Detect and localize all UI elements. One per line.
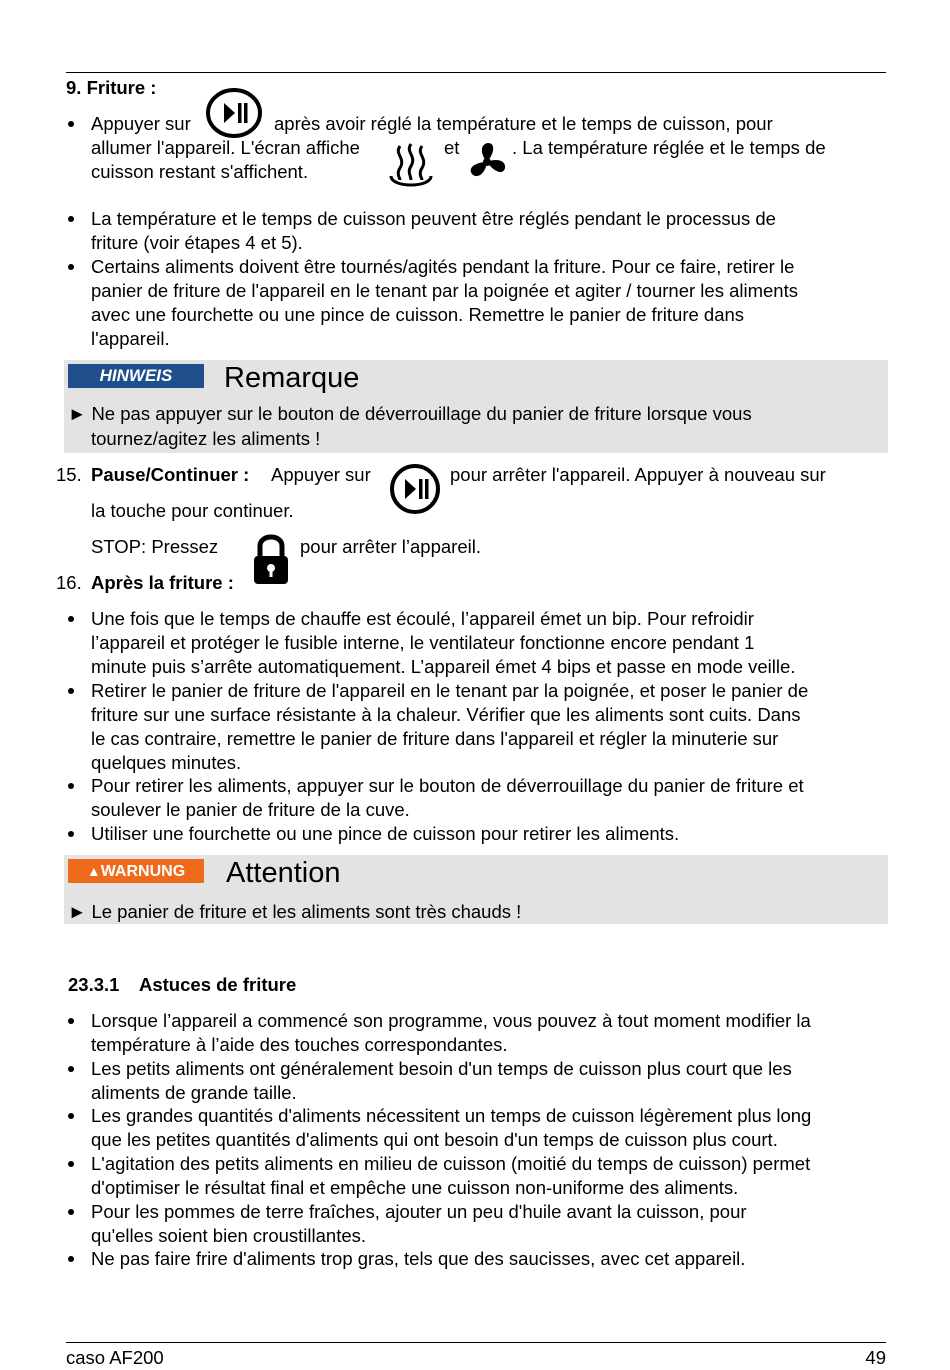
step9-b1-line2b: et bbox=[444, 137, 460, 158]
bullet bbox=[68, 121, 74, 127]
attention-line1: ► Le panier de friture et les aliments sont très chauds ! bbox=[68, 901, 522, 922]
step16-b4-line1: Utiliser une fourchette ou une pince de cuisson pour retirer les aliments. bbox=[91, 823, 680, 844]
footer-page-number: 49 bbox=[865, 1347, 886, 1368]
bullet bbox=[68, 1018, 74, 1024]
step16-b2-line4: quelques minutes. bbox=[91, 752, 242, 773]
step16-b1-line2: l’appareil et protéger le fusible interne, le ventilateur fonctionne encore pendant 1 bbox=[91, 632, 755, 653]
lock-icon bbox=[250, 530, 292, 588]
section-number: 23.3.1 bbox=[68, 974, 120, 995]
step16-label: Après la friture : bbox=[91, 572, 234, 593]
tips-b2-line1: Les petits aliments ont généralement besoin d'un temps de cuisson plus court que les bbox=[91, 1058, 792, 1079]
remarque-title: Remarque bbox=[224, 362, 360, 394]
step9-b2-line2: friture (voir étapes 4 et 5). bbox=[91, 232, 303, 253]
bullet bbox=[68, 1256, 74, 1262]
step16-b2-line1: Retirer le panier de friture de l'appareil en le tenant par la poignée, et poser le panier de bbox=[91, 680, 809, 701]
warnung-tag-label: WARNUNG bbox=[100, 863, 186, 880]
bullet bbox=[68, 616, 74, 622]
play-pause-icon bbox=[388, 462, 442, 516]
step15-label: Pause/Continuer : bbox=[91, 464, 250, 485]
step16-b1-line1: Une fois que le temps de chauffe est écoulé, l’appareil émet un bip. Pour refroidir bbox=[91, 608, 754, 629]
step9-b2-line1: La température et le temps de cuisson peuvent être réglés pendant le processus de bbox=[91, 208, 776, 229]
step16-b3-line2: soulever le panier de friture de la cuve. bbox=[91, 799, 410, 820]
bullet bbox=[68, 1161, 74, 1167]
step9-b1-line3: cuisson restant s'affichent. bbox=[91, 161, 309, 182]
stop-text2: pour arrêter l’appareil. bbox=[300, 536, 481, 557]
step9-b1-line2c: . La température réglée et le temps de bbox=[512, 137, 826, 158]
tips-b4-line1: L'agitation des petits aliments en milieu de cuisson (moitié du temps de cuisson) permet bbox=[91, 1153, 811, 1174]
bullet bbox=[68, 264, 74, 270]
warnung-tag bbox=[68, 859, 204, 883]
section-title: Astuces de friture bbox=[139, 974, 297, 995]
bullet bbox=[68, 1066, 74, 1072]
step15-text3: la touche pour continuer. bbox=[91, 500, 294, 521]
step16-b3-line1: Pour retirer les aliments, appuyer sur le bouton de déverrouillage du panier de friture et bbox=[91, 775, 804, 796]
tips-b5-line2: qu'elles soient bien croustillantes. bbox=[91, 1225, 367, 1246]
attention-title: Attention bbox=[226, 857, 341, 889]
tips-b3-line2: que les petites quantités d'aliments qui ont besoin d'un temps de cuisson plus court. bbox=[91, 1129, 778, 1150]
step15-number: 15. bbox=[56, 464, 82, 485]
step16-b1-line3: minute puis s’arrête automatiquement. L’appareil émet 4 bips et passe en mode veille. bbox=[91, 656, 796, 677]
step15-text2: pour arrêter l'appareil. Appuyer à nouveau sur bbox=[450, 464, 826, 485]
footer-rule bbox=[66, 1342, 886, 1343]
warning-icon: ▲ bbox=[86, 863, 101, 879]
fan-icon bbox=[466, 140, 508, 184]
bullet bbox=[68, 783, 74, 789]
step9-b1-part2: après avoir réglé la température et le temps de cuisson, pour bbox=[274, 113, 773, 134]
footer-model: caso AF200 bbox=[66, 1347, 164, 1368]
hinweis-tag: HINWEIS bbox=[68, 364, 204, 388]
remarque-line1: ► Ne pas appuyer sur le bouton de déverrouillage du panier de friture lorsque vous bbox=[68, 403, 752, 424]
bullet bbox=[68, 688, 74, 694]
step9-b1-part1: Appuyer sur bbox=[91, 113, 191, 134]
bullet bbox=[68, 216, 74, 222]
step16-b2-line3: le cas contraire, remettre le panier de friture dans l'appareil et régler la minuterie sur bbox=[91, 728, 779, 749]
step9-heading: 9. Friture : bbox=[66, 77, 157, 98]
bullet bbox=[68, 1209, 74, 1215]
tips-b1-line2: température à l’aide des touches correspondantes. bbox=[91, 1034, 508, 1055]
tips-b4-line2: d'optimiser le résultat final et empêche une cuisson non-uniforme des aliments. bbox=[91, 1177, 739, 1198]
bullet bbox=[68, 1113, 74, 1119]
tips-b1-line1: Lorsque l’appareil a commencé son programme, vous pouvez à tout moment modifier la bbox=[91, 1010, 811, 1031]
stop-text1: STOP: Pressez bbox=[91, 536, 219, 557]
tips-b3-line1: Les grandes quantités d'aliments nécessitent un temps de cuisson légèrement plus long bbox=[91, 1105, 812, 1126]
bullet bbox=[68, 831, 74, 837]
play-pause-icon bbox=[205, 86, 263, 138]
tips-b2-line2: aliments de grande taille. bbox=[91, 1082, 297, 1103]
step15-text1: Appuyer sur bbox=[271, 464, 371, 485]
remarque-line2: tournez/agitez les aliments ! bbox=[91, 428, 321, 449]
step16-b2-line2: friture sur une surface résistante à la chaleur. Vérifier que les aliments sont cuits. Dans bbox=[91, 704, 801, 725]
step9-b3-line2: panier de friture de l'appareil en le tenant par la poignée et agiter / tourner les aliments bbox=[91, 280, 798, 301]
step9-b3-line4: l'appareil. bbox=[91, 328, 170, 349]
step9-b1-line2a: allumer l'appareil. L'écran affiche bbox=[91, 137, 360, 158]
heat-icon bbox=[388, 140, 434, 192]
top-rule bbox=[66, 72, 886, 73]
step16-number: 16. bbox=[56, 572, 82, 593]
tips-b6-line1: Ne pas faire frire d'aliments trop gras, tels que des saucisses, avec cet appareil. bbox=[91, 1248, 746, 1269]
step9-b3-line3: avec une fourchette ou une pince de cuisson. Remettre le panier de friture dans bbox=[91, 304, 745, 325]
step9-b3-line1: Certains aliments doivent être tournés/agités pendant la friture. Pour ce faire, retirer le bbox=[91, 256, 795, 277]
tips-b5-line1: Pour les pommes de terre fraîches, ajouter un peu d'huile avant la cuisson, pour bbox=[91, 1201, 747, 1222]
